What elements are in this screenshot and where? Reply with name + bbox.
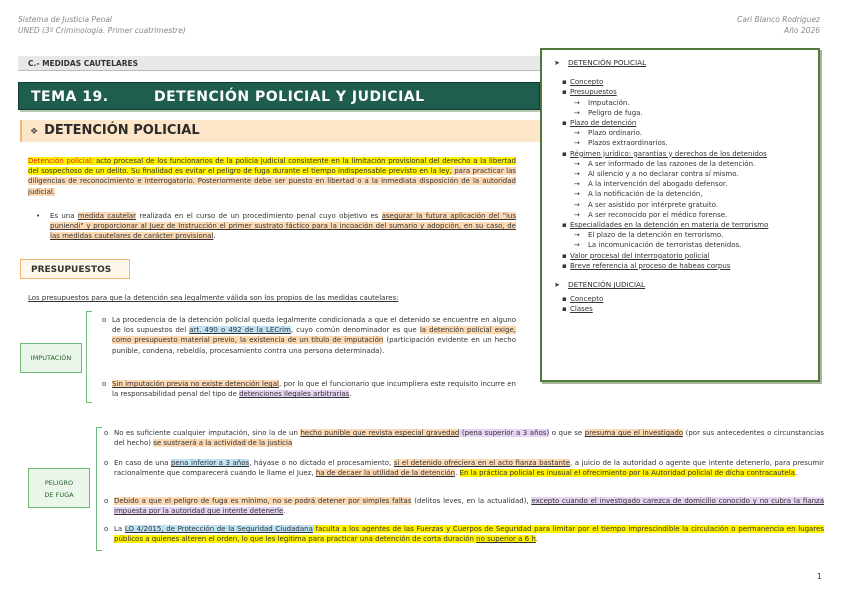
bullet-a: Es una [50, 212, 78, 220]
table-of-contents [540, 48, 820, 382]
pel-2i: . [794, 469, 798, 478]
toc-regimen-3: → A la intervención del abogado defensor. [554, 179, 810, 189]
toc-regimen-4: → A la notificación de la detención, [554, 189, 810, 199]
peligro-tag-line1: PELIGRO [44, 479, 74, 487]
imp-2a: Sin imputación previa no existe detención legal [112, 380, 279, 388]
imp-1a: La procedencia de la detención policial queda legalmente condicionada a que el detenido se encuentre en alguno de los supuestos del [112, 316, 516, 335]
pel-2a: En caso de una [114, 459, 171, 467]
definition-part2: Su finalidad es evitar el peligro de fuga durante el tiempo indispensable previsto en la ley, [128, 167, 452, 176]
imputacion-brace [86, 311, 92, 403]
bullet-c: realizada en el curso de un procedimiento penal cuyo objetivo es [136, 212, 382, 220]
pel-3d: . [283, 507, 286, 516]
definition-part3: para practicar las diligencias de reconocimiento e interrogatorio. Posteriormente debe ser puesto en libertad o a la inmediata disposición de la autoridad judicial. [28, 167, 517, 196]
toc-presupuestos[interactable]: ▪ Presupuestos [554, 87, 810, 97]
pel-2c: , háyase o no dictado el procesamiento, [249, 459, 394, 467]
header-subtitle: UNED (3º Criminología. Primer cuatrimestre) [18, 26, 186, 35]
peligro-item-3 [114, 496, 824, 516]
toc-concepto[interactable]: ▪ Concepto [554, 77, 810, 87]
tema-title: DETENCIÓN POLICIAL Y JUDICIAL [154, 89, 425, 105]
pel-2e: , a juicio de la autoridad o agente que intente detenerlo, para presumir racionalmente que comparecerá cuando le llame el Juez, [114, 459, 824, 478]
imp-1e: (participación evidente en un hecho punible, condena, rebeldía, procesamiento contra una persona determinada). [112, 336, 516, 355]
imputacion-tag: IMPUTACIÓN [20, 343, 82, 373]
toc-especialidades[interactable]: ▪ Especialidades en la detención en materia de terrorismo [554, 220, 810, 230]
presupuestos-intro: Los presupuestos para que la detención sea legalmente válida son los propios de las medidas cautelares: [28, 294, 399, 302]
peligro-item-4 [114, 524, 824, 544]
toc-plazos-extra: → Plazos extraordinarios. [554, 138, 810, 148]
pel-2b: pena inferior a 3 años [170, 459, 250, 467]
pel-3b: (delitos leves, en la actualidad), [411, 497, 532, 505]
imp-1d: la detención policial exige, como presupuesto material previo, la existencia de un título de imputación [112, 326, 516, 345]
imp-1c: , cuyo común denominador es que [290, 326, 420, 335]
bullet-d: asegurar la futura aplicación del "ius puniendi" y proporcionar al Juez de Instrucción el primer sustrato fáctico para la incoación del sumario y adopción, en su caso, de las medidas cautelares de carácter provisional [50, 212, 516, 241]
tema-banner [18, 82, 540, 110]
imputacion-item-2 [112, 379, 516, 399]
toc-j-clases[interactable]: ▪ Clases [554, 304, 810, 314]
toc-regimen-2: → Al silencio y a no declarar contra sí mismo. [554, 169, 810, 179]
toc-imputacion: → Imputación. [554, 98, 810, 108]
toc-valor[interactable]: ▪ Valor procesal del interrogatorio policial [554, 251, 810, 261]
pel-1g: se sustraerá a la actividad de la justicia [153, 439, 293, 448]
pel-4a: La [114, 525, 125, 533]
tema-number: TEMA 19. [31, 89, 109, 105]
imputacion-item-1 [112, 315, 516, 356]
pel-1e: presuma que el investigado [584, 429, 684, 437]
toc-plazo[interactable]: ▪ Plazo de detención [554, 118, 810, 128]
bullet-e: . [213, 232, 216, 241]
pel-2g: . [455, 469, 460, 478]
toc-especial-1: → El plazo de la detención en terrorismo. [554, 230, 810, 240]
pel-4d: no superior a 6 h [476, 535, 536, 544]
section-heading [20, 120, 542, 142]
bullet-b: medida cautelar [77, 212, 137, 220]
header-right [737, 14, 820, 36]
toc-detencion-judicial[interactable]: ➤ DETENCIÓN JUDICIAL [554, 280, 810, 290]
toc-j-concepto[interactable]: ▪ Concepto [554, 294, 810, 304]
toc-especial-2: → La incomunicación de terroristas detenidos. [554, 240, 810, 250]
imp-1b: art. 490 o 492 de la LECrim [189, 326, 291, 335]
heading-text: DETENCIÓN POLICIAL [44, 123, 200, 138]
imp-2b: , por lo que el funcionario que incumpliera este requisito incurre en la responsabilidad penal del tipo de [112, 380, 516, 399]
peligro-item-2 [114, 458, 824, 478]
diamond-icon: ❖ [30, 127, 39, 137]
pel-1b: hecho punible que revista especial gravedad [300, 429, 460, 437]
toc-breve[interactable]: ▪ Breve referencia al proceso de habeas corpus [554, 261, 810, 271]
pel-1d: o que se [549, 429, 585, 437]
pel-4e: . [535, 535, 539, 544]
toc-regimen-6: → A ser reconocido por el médico forense. [554, 210, 810, 220]
medida-bullet [36, 211, 516, 242]
imp-2d: . [349, 390, 352, 399]
pel-3a: Debido a que el peligro de fuga es mínimo, no se podrá detener por simples faltas [114, 497, 412, 505]
toc-plazo-ordinario: → Plazo ordinario. [554, 128, 810, 138]
pel-3c: excepto cuando el investigado carezca de domicilio conocido y no cubra la fianza impuesta por la autoridad que intente detenerle [114, 497, 825, 516]
pel-2f: ha de decaer la utilidad de la detención [315, 469, 456, 478]
pel-1f: (por sus antecedentes o circunstancias del hecho) [114, 429, 824, 448]
peligro-item-1 [114, 428, 824, 448]
definition-part1: : acto procesal de los funcionarios de la policía judicial consistente en la limitación provisional del derecho a la libertad del sospechoso de un delito. [28, 157, 516, 176]
toc-regimen-5: → A ser asistido por intérprete gratuito. [554, 200, 810, 210]
header-left [18, 14, 186, 36]
pel-4c: faculta a los agentes de las Fuerzas y Cuerpos de Seguridad para limitar por el tiempo imprescindible la circulación o permanencia en lugares públicos a quienes alteren el orden, lo que les legitima para practicar una detención de corta duración [114, 525, 824, 544]
toc-regimen[interactable]: ▪ Régimen jurídico: garantías y derechos de los detenidos [554, 149, 810, 159]
pel-2d: si el detenido ofreciera en el acto fianza bastante [393, 459, 571, 467]
pel-1c: (pena superior a 3 años) [459, 429, 550, 437]
header-author: Cari Blanco Rodríguez [737, 15, 820, 24]
definition-paragraph [28, 156, 516, 197]
header-year: Año 2026 [784, 26, 820, 35]
toc-regimen-1: → A ser informado de las razones de la detención. [554, 159, 810, 169]
page-number: 1 [816, 572, 822, 581]
peligro-tag [28, 468, 90, 508]
pel-1a: No es suficiente cualquier imputación, sino la de un [114, 429, 301, 437]
peligro-brace [96, 427, 102, 551]
section-label: C.- MEDIDAS CAUTELARES [18, 56, 540, 71]
presupuestos-label: PRESUPUESTOS [20, 259, 130, 279]
definition-term: Detención policial [28, 157, 91, 165]
header-course: Sistema de Justicia Penal [18, 15, 113, 24]
toc-detencion-policial[interactable]: ➤ DETENCIÓN POLICIAL [554, 58, 810, 68]
toc-peligro-fuga: → Peligro de fuga. [554, 108, 810, 118]
imp-2c: detenciones ilegales arbitrarias [239, 390, 350, 399]
pel-4b: LO 4/2015, de Protección de la Seguridad Ciudadana [124, 525, 313, 533]
peligro-tag-line2: DE FUGA [44, 491, 74, 499]
pel-2h: En la práctica policial es inusual el ofrecimiento por la Autoridad policial de dicha contracautela [459, 469, 795, 478]
